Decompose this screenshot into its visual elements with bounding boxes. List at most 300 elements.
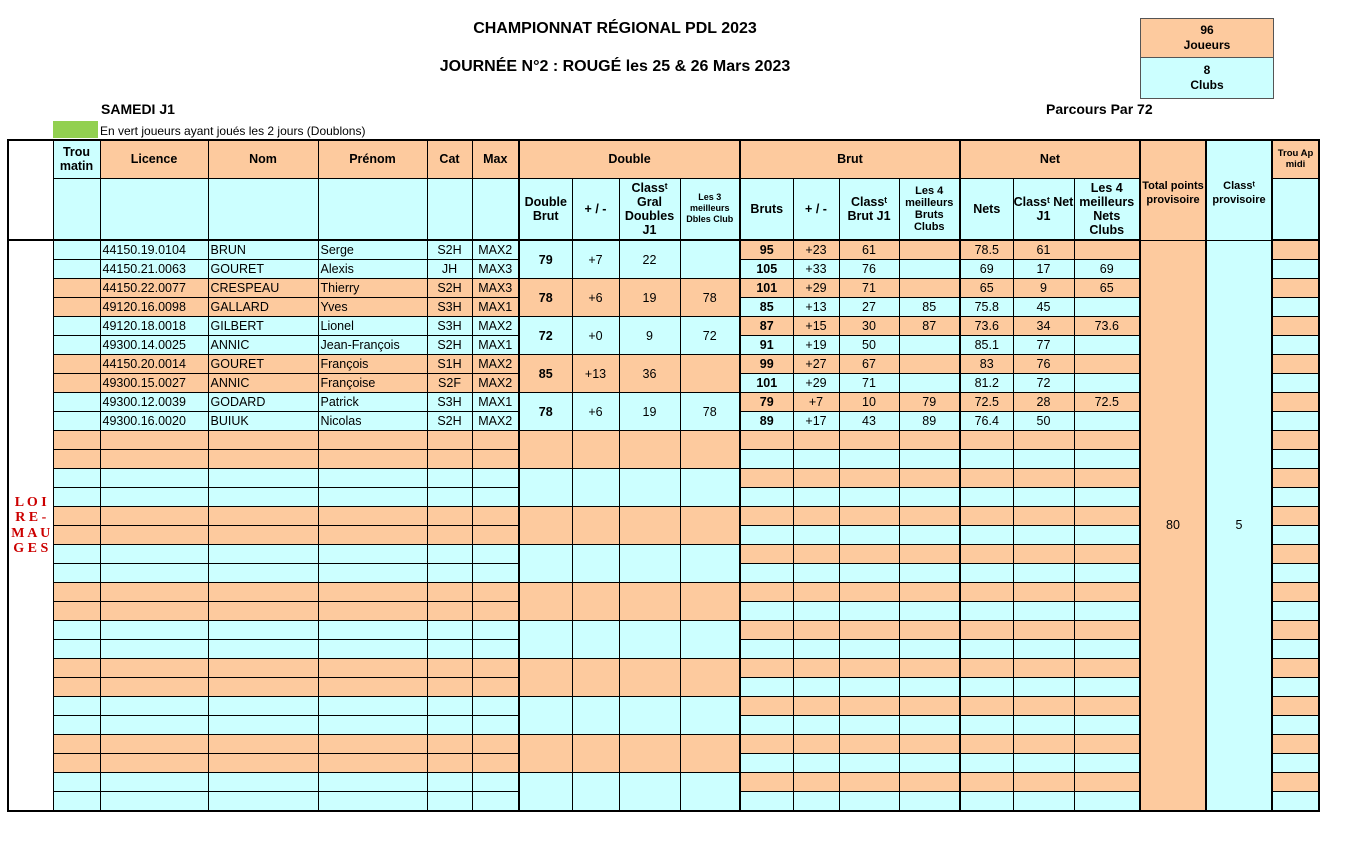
double-brut-cell: 79 — [519, 240, 572, 279]
licence-cell: 49300.15.0027 — [100, 374, 208, 393]
bruts-cell — [740, 621, 793, 640]
brut-plusminus-cell: +15 — [793, 317, 839, 336]
licence-cell — [100, 526, 208, 545]
bruts-cell — [740, 488, 793, 507]
cat-cell — [427, 697, 472, 716]
col-class-net: Classᵗ Net J1 — [1013, 178, 1074, 240]
cat-cell: S2H — [427, 240, 472, 260]
trou-ap-cell — [1272, 716, 1319, 735]
licence-cell — [100, 659, 208, 678]
meilleurs-nets-cell: 73.6 — [1074, 317, 1140, 336]
trou-ap-cell — [1272, 279, 1319, 298]
licence-cell — [100, 773, 208, 792]
trou-ap-cell — [1272, 678, 1319, 697]
class-net-cell: 61 — [1013, 240, 1074, 260]
double-plusminus-cell — [572, 507, 619, 545]
double-plusminus-cell — [572, 697, 619, 735]
col-brut: Brut — [740, 140, 960, 178]
trou-matin-cell — [53, 298, 100, 317]
licence-cell — [100, 583, 208, 602]
clubs-count: 8 — [1203, 63, 1211, 77]
max-cell — [472, 716, 519, 735]
clubs-count-box — [1140, 57, 1274, 99]
class-gral-cell: 19 — [619, 279, 680, 317]
trou-matin-cell — [53, 773, 100, 792]
meilleurs-dbles-cell — [680, 355, 740, 393]
double-brut-cell: 78 — [519, 393, 572, 431]
brut-plusminus-cell: +23 — [793, 240, 839, 260]
col-classement: Classᵗ provisoire — [1206, 140, 1272, 240]
trou-ap-cell — [1272, 336, 1319, 355]
double-brut-cell: 78 — [519, 279, 572, 317]
trou-ap-cell — [1272, 697, 1319, 716]
licence-cell — [100, 507, 208, 526]
meilleurs-nets-cell — [1074, 469, 1140, 488]
meilleurs-nets-cell — [1074, 602, 1140, 621]
class-brut-cell — [839, 754, 899, 773]
meilleurs-nets-cell — [1074, 640, 1140, 659]
brut-plusminus-cell — [793, 621, 839, 640]
double-plusminus-cell — [572, 621, 619, 659]
double-brut-cell — [519, 773, 572, 812]
bruts-cell — [740, 716, 793, 735]
col-prenom: Prénom — [318, 140, 427, 178]
meilleurs-bruts-cell — [899, 716, 960, 735]
trou-matin-cell — [53, 450, 100, 469]
class-brut-cell — [839, 602, 899, 621]
meilleurs-dbles-cell — [680, 621, 740, 659]
meilleurs-nets-cell: 69 — [1074, 260, 1140, 279]
bruts-cell — [740, 640, 793, 659]
bruts-cell — [740, 469, 793, 488]
meilleurs-bruts-cell — [899, 507, 960, 526]
bruts-cell: 89 — [740, 412, 793, 431]
max-cell: MAX1 — [472, 336, 519, 355]
meilleurs-nets-cell — [1074, 773, 1140, 792]
meilleurs-bruts-cell — [899, 697, 960, 716]
bruts-cell — [740, 678, 793, 697]
double-brut-cell — [519, 431, 572, 469]
bruts-cell: 95 — [740, 240, 793, 260]
class-brut-cell — [839, 450, 899, 469]
meilleurs-bruts-cell — [899, 545, 960, 564]
nom-cell: BUIUK — [208, 412, 318, 431]
class-net-cell: 34 — [1013, 317, 1074, 336]
class-gral-cell: 19 — [619, 393, 680, 431]
licence-cell: 44150.21.0063 — [100, 260, 208, 279]
nets-cell — [960, 678, 1013, 697]
meilleurs-dbles-cell — [680, 773, 740, 812]
meilleurs-nets-cell — [1074, 545, 1140, 564]
col-nets: Nets — [960, 178, 1013, 240]
class-net-cell: 9 — [1013, 279, 1074, 298]
prenom-cell: Alexis — [318, 260, 427, 279]
nets-cell: 83 — [960, 355, 1013, 374]
prenom-cell — [318, 488, 427, 507]
clubs-label: Clubs — [1190, 78, 1224, 92]
class-brut-cell — [839, 564, 899, 583]
bruts-cell: 105 — [740, 260, 793, 279]
cat-cell: S3H — [427, 393, 472, 412]
nets-cell: 73.6 — [960, 317, 1013, 336]
double-brut-cell — [519, 469, 572, 507]
nom-cell — [208, 773, 318, 792]
nets-cell — [960, 469, 1013, 488]
prenom-cell — [318, 602, 427, 621]
bruts-cell — [740, 735, 793, 754]
table-row — [8, 469, 1319, 488]
col-class-brut: Classᵗ Brut J1 — [839, 178, 899, 240]
class-net-cell: 28 — [1013, 393, 1074, 412]
max-cell: MAX2 — [472, 355, 519, 374]
class-brut-cell — [839, 526, 899, 545]
meilleurs-dbles-cell — [680, 507, 740, 545]
nom-cell — [208, 431, 318, 450]
prenom-cell — [318, 621, 427, 640]
trou-matin-cell — [53, 659, 100, 678]
meilleurs-bruts-cell — [899, 792, 960, 812]
class-net-cell: 76 — [1013, 355, 1074, 374]
trou-ap-cell — [1272, 469, 1319, 488]
max-cell — [472, 773, 519, 792]
class-net-cell — [1013, 792, 1074, 812]
double-brut-cell — [519, 583, 572, 621]
trou-ap-cell — [1272, 260, 1319, 279]
col-class-gral: Classᵗ Gral Doubles J1 — [619, 178, 680, 240]
double-brut-cell — [519, 507, 572, 545]
cat-cell — [427, 621, 472, 640]
nets-cell — [960, 450, 1013, 469]
meilleurs-dbles-cell — [680, 431, 740, 469]
legend-swatch — [53, 121, 98, 138]
max-cell: MAX2 — [472, 412, 519, 431]
meilleurs-nets-cell — [1074, 431, 1140, 450]
max-cell: MAX2 — [472, 240, 519, 260]
meilleurs-bruts-cell — [899, 526, 960, 545]
class-gral-cell — [619, 773, 680, 812]
class-brut-cell — [839, 716, 899, 735]
table-row — [8, 431, 1319, 450]
meilleurs-nets-cell: 72.5 — [1074, 393, 1140, 412]
table-row — [8, 583, 1319, 602]
table-row — [8, 659, 1319, 678]
double-brut-cell — [519, 659, 572, 697]
meilleurs-bruts-cell — [899, 735, 960, 754]
class-brut-cell: 27 — [839, 298, 899, 317]
licence-cell — [100, 545, 208, 564]
meilleurs-nets-cell — [1074, 507, 1140, 526]
prenom-cell — [318, 431, 427, 450]
cat-cell: S1H — [427, 355, 472, 374]
nom-cell: BRUN — [208, 240, 318, 260]
licence-cell: 49300.14.0025 — [100, 336, 208, 355]
brut-plusminus-cell — [793, 640, 839, 659]
meilleurs-dbles-cell: 78 — [680, 393, 740, 431]
table-row — [8, 697, 1319, 716]
prenom-cell: Yves — [318, 298, 427, 317]
nom-cell — [208, 659, 318, 678]
class-net-cell — [1013, 754, 1074, 773]
prenom-cell — [318, 716, 427, 735]
col-double-brut: Double Brut — [519, 178, 572, 240]
trou-ap-cell — [1272, 621, 1319, 640]
col-trou-ap: Trou Ap midi — [1272, 140, 1319, 178]
brut-plusminus-cell: +19 — [793, 336, 839, 355]
meilleurs-nets-cell — [1074, 583, 1140, 602]
trou-ap-cell — [1272, 602, 1319, 621]
class-gral-cell — [619, 431, 680, 469]
meilleurs-bruts-cell: 89 — [899, 412, 960, 431]
double-plusminus-cell — [572, 545, 619, 583]
meilleurs-dbles-cell — [680, 545, 740, 583]
double-plusminus-cell: +0 — [572, 317, 619, 355]
nets-cell: 75.8 — [960, 298, 1013, 317]
max-cell — [472, 735, 519, 754]
class-net-cell — [1013, 545, 1074, 564]
double-brut-cell: 85 — [519, 355, 572, 393]
meilleurs-bruts-cell — [899, 260, 960, 279]
double-plusminus-cell: +7 — [572, 240, 619, 279]
cat-cell — [427, 583, 472, 602]
licence-cell: 49120.16.0098 — [100, 298, 208, 317]
bruts-cell — [740, 431, 793, 450]
col-net: Net — [960, 140, 1140, 178]
prenom-cell: Lionel — [318, 317, 427, 336]
double-plusminus-cell — [572, 735, 619, 773]
nom-cell — [208, 450, 318, 469]
trou-ap-cell — [1272, 545, 1319, 564]
class-brut-cell — [839, 545, 899, 564]
col-cat: Cat — [427, 140, 472, 178]
meilleurs-nets-cell — [1074, 450, 1140, 469]
meilleurs-bruts-cell — [899, 450, 960, 469]
table-row — [8, 279, 1319, 298]
nom-cell: GODARD — [208, 393, 318, 412]
licence-cell — [100, 450, 208, 469]
nom-cell — [208, 678, 318, 697]
brut-plusminus-cell — [793, 545, 839, 564]
nets-cell: 85.1 — [960, 336, 1013, 355]
cat-cell — [427, 526, 472, 545]
sub-nom — [208, 178, 318, 240]
meilleurs-nets-cell — [1074, 678, 1140, 697]
class-brut-cell — [839, 507, 899, 526]
meilleurs-nets-cell — [1074, 488, 1140, 507]
trou-matin-cell — [53, 735, 100, 754]
region-header — [8, 140, 53, 240]
prenom-cell: Nicolas — [318, 412, 427, 431]
trou-matin-cell — [53, 469, 100, 488]
meilleurs-bruts-cell — [899, 621, 960, 640]
nets-cell: 81.2 — [960, 374, 1013, 393]
class-net-cell — [1013, 659, 1074, 678]
bruts-cell — [740, 526, 793, 545]
bruts-cell — [740, 583, 793, 602]
bruts-cell: 85 — [740, 298, 793, 317]
trou-ap-cell — [1272, 317, 1319, 336]
class-net-cell: 77 — [1013, 336, 1074, 355]
nom-cell: ANNIC — [208, 374, 318, 393]
meilleurs-nets-cell — [1074, 659, 1140, 678]
cat-cell — [427, 450, 472, 469]
licence-cell — [100, 678, 208, 697]
class-brut-cell — [839, 488, 899, 507]
trou-matin-cell — [53, 526, 100, 545]
col-brut-plusminus: + / - — [793, 178, 839, 240]
licence-cell: 49300.16.0020 — [100, 412, 208, 431]
trou-ap-cell — [1272, 583, 1319, 602]
meilleurs-bruts-cell — [899, 602, 960, 621]
brut-plusminus-cell — [793, 488, 839, 507]
nets-cell: 65 — [960, 279, 1013, 298]
nets-cell — [960, 773, 1013, 792]
class-brut-cell — [839, 773, 899, 792]
class-gral-cell — [619, 507, 680, 545]
prenom-cell — [318, 469, 427, 488]
max-cell: MAX1 — [472, 298, 519, 317]
meilleurs-dbles-cell — [680, 659, 740, 697]
max-cell — [472, 678, 519, 697]
brut-plusminus-cell — [793, 469, 839, 488]
bruts-cell — [740, 773, 793, 792]
meilleurs-bruts-cell — [899, 469, 960, 488]
bruts-cell — [740, 659, 793, 678]
col-double: Double — [519, 140, 740, 178]
trou-ap-cell — [1272, 773, 1319, 792]
trou-ap-cell — [1272, 450, 1319, 469]
class-net-cell: 72 — [1013, 374, 1074, 393]
nets-cell: 72.5 — [960, 393, 1013, 412]
class-net-cell: 50 — [1013, 412, 1074, 431]
trou-matin-cell — [53, 621, 100, 640]
double-brut-cell — [519, 545, 572, 583]
bruts-cell: 101 — [740, 374, 793, 393]
licence-cell — [100, 602, 208, 621]
max-cell — [472, 754, 519, 773]
col-max: Max — [472, 140, 519, 178]
nom-cell — [208, 488, 318, 507]
max-cell: MAX1 — [472, 393, 519, 412]
trou-matin-cell — [53, 507, 100, 526]
brut-plusminus-cell: +29 — [793, 374, 839, 393]
class-gral-cell: 9 — [619, 317, 680, 355]
table-row — [8, 773, 1319, 792]
double-brut-cell — [519, 621, 572, 659]
meilleurs-bruts-cell: 87 — [899, 317, 960, 336]
class-brut-cell — [839, 469, 899, 488]
nom-cell: ANNIC — [208, 336, 318, 355]
trou-ap-cell — [1272, 507, 1319, 526]
meilleurs-dbles-cell — [680, 583, 740, 621]
trou-ap-cell — [1272, 792, 1319, 812]
class-brut-cell — [839, 659, 899, 678]
results-table — [7, 139, 1320, 812]
prenom-cell: Serge — [318, 240, 427, 260]
nom-cell — [208, 792, 318, 812]
meilleurs-bruts-cell — [899, 374, 960, 393]
prenom-cell — [318, 526, 427, 545]
class-brut-cell: 76 — [839, 260, 899, 279]
cat-cell — [427, 431, 472, 450]
course-label: Parcours Par 72 — [1046, 101, 1153, 117]
class-brut-cell: 10 — [839, 393, 899, 412]
nets-cell — [960, 431, 1013, 450]
bruts-cell: 101 — [740, 279, 793, 298]
meilleurs-bruts-cell — [899, 678, 960, 697]
table-row — [8, 393, 1319, 412]
double-plusminus-cell — [572, 469, 619, 507]
class-brut-cell — [839, 678, 899, 697]
bruts-cell — [740, 507, 793, 526]
max-cell — [472, 545, 519, 564]
cat-cell — [427, 564, 472, 583]
licence-cell — [100, 640, 208, 659]
class-brut-cell: 67 — [839, 355, 899, 374]
prenom-cell: François — [318, 355, 427, 374]
class-brut-cell: 43 — [839, 412, 899, 431]
double-plusminus-cell: +6 — [572, 393, 619, 431]
cat-cell — [427, 716, 472, 735]
class-brut-cell: 61 — [839, 240, 899, 260]
max-cell — [472, 792, 519, 812]
meilleurs-nets-cell — [1074, 792, 1140, 812]
brut-plusminus-cell — [793, 697, 839, 716]
class-brut-cell: 71 — [839, 374, 899, 393]
sub-trou-matin — [53, 178, 100, 240]
brut-plusminus-cell: +29 — [793, 279, 839, 298]
double-plusminus-cell — [572, 659, 619, 697]
max-cell — [472, 640, 519, 659]
licence-cell — [100, 469, 208, 488]
max-cell — [472, 488, 519, 507]
meilleurs-nets-cell — [1074, 336, 1140, 355]
cat-cell — [427, 545, 472, 564]
class-net-cell — [1013, 488, 1074, 507]
trou-ap-cell — [1272, 355, 1319, 374]
col-nom: Nom — [208, 140, 318, 178]
nom-cell — [208, 735, 318, 754]
meilleurs-dbles-cell: 72 — [680, 317, 740, 355]
trou-ap-cell — [1272, 431, 1319, 450]
sub-cat — [427, 178, 472, 240]
meilleurs-nets-cell — [1074, 735, 1140, 754]
nets-cell — [960, 659, 1013, 678]
licence-cell — [100, 716, 208, 735]
col-licence: Licence — [100, 140, 208, 178]
cat-cell: S2H — [427, 336, 472, 355]
table-row — [8, 621, 1319, 640]
prenom-cell — [318, 792, 427, 812]
nets-cell — [960, 602, 1013, 621]
meilleurs-nets-cell — [1074, 298, 1140, 317]
nets-cell — [960, 697, 1013, 716]
class-net-cell: 45 — [1013, 298, 1074, 317]
max-cell — [472, 659, 519, 678]
prenom-cell — [318, 697, 427, 716]
class-gral-cell — [619, 621, 680, 659]
double-brut-cell — [519, 735, 572, 773]
brut-plusminus-cell: +13 — [793, 298, 839, 317]
max-cell — [472, 583, 519, 602]
trou-matin-cell — [53, 678, 100, 697]
bruts-cell: 99 — [740, 355, 793, 374]
bruts-cell: 87 — [740, 317, 793, 336]
cat-cell — [427, 754, 472, 773]
double-brut-cell — [519, 697, 572, 735]
trou-ap-cell — [1272, 240, 1319, 260]
licence-cell: 44150.20.0014 — [100, 355, 208, 374]
nets-cell: 69 — [960, 260, 1013, 279]
